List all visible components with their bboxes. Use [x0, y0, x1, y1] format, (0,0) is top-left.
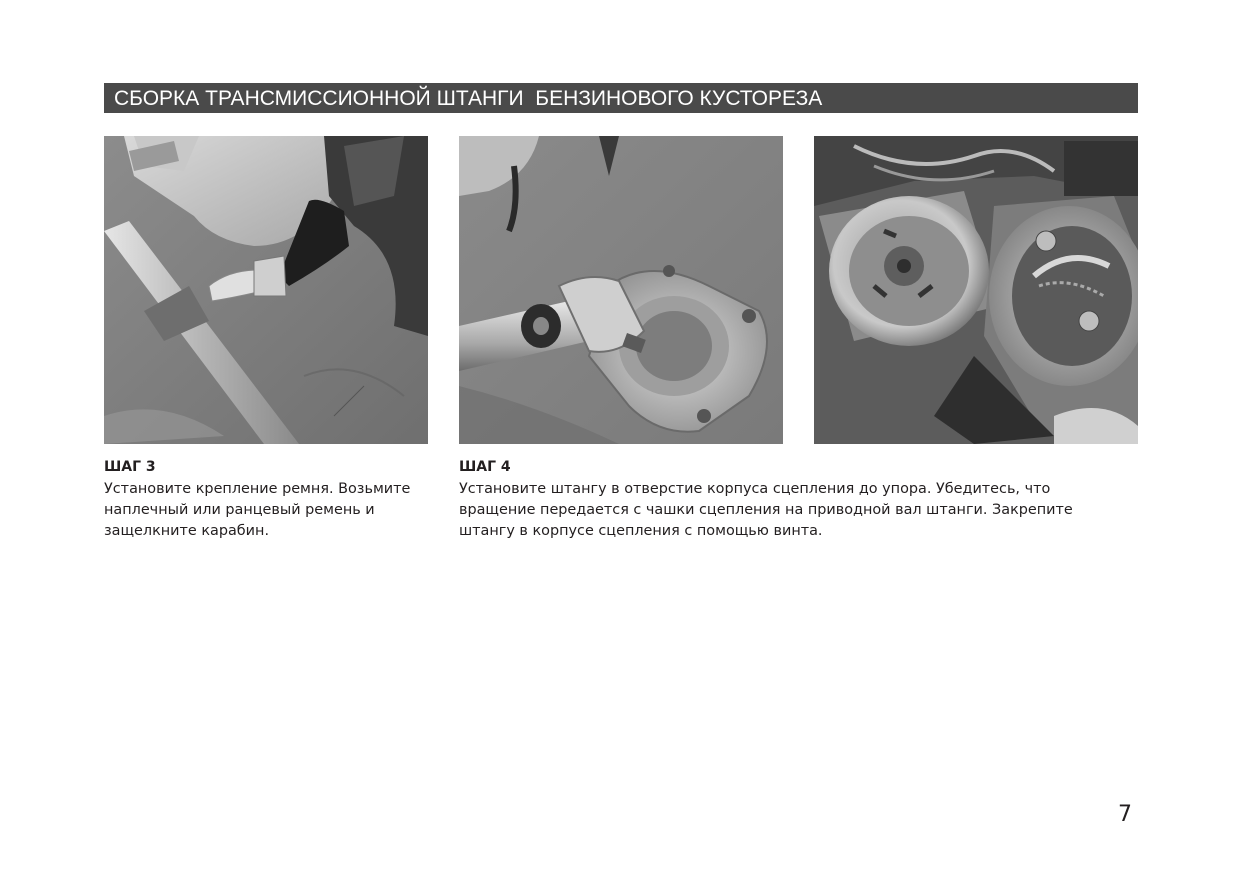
step-4: [459, 458, 1139, 542]
step-3-title: ШАГ 3: [104, 459, 156, 475]
section-title: СБОРКА ТРАНСМИССИОННОЙ ШТАНГИ БЕНЗИНОВОГО КУСТОРЕЗА: [114, 86, 823, 110]
step-4-title: ШАГ 4: [459, 459, 511, 475]
page-number: 7: [1118, 802, 1132, 827]
section-header-bar: [104, 83, 1138, 113]
clutch-cup-photo: [814, 136, 1138, 444]
step-3-line: Установите крепление ремня. Возьмите: [104, 481, 411, 497]
step-4-text: [459, 479, 1139, 542]
step-4-line: штангу в корпусе сцепления с помощью винта.: [459, 523, 823, 539]
step-3-text: [104, 479, 444, 542]
step-3-line: защелкните карабин.: [104, 523, 270, 539]
shaft-clutch-housing-photo: [459, 136, 783, 444]
strap-carabiner-photo: [104, 136, 428, 444]
step-4-line: вращение передается с чашки сцепления на приводной вал штанги. Закрепите: [459, 502, 1073, 518]
step-3-line: наплечный или ранцевый ремень и: [104, 502, 375, 518]
step-4-line: Установите штангу в отверстие корпуса сцепления до упора. Убедитесь, что: [459, 481, 1051, 497]
step-3: [104, 458, 444, 542]
